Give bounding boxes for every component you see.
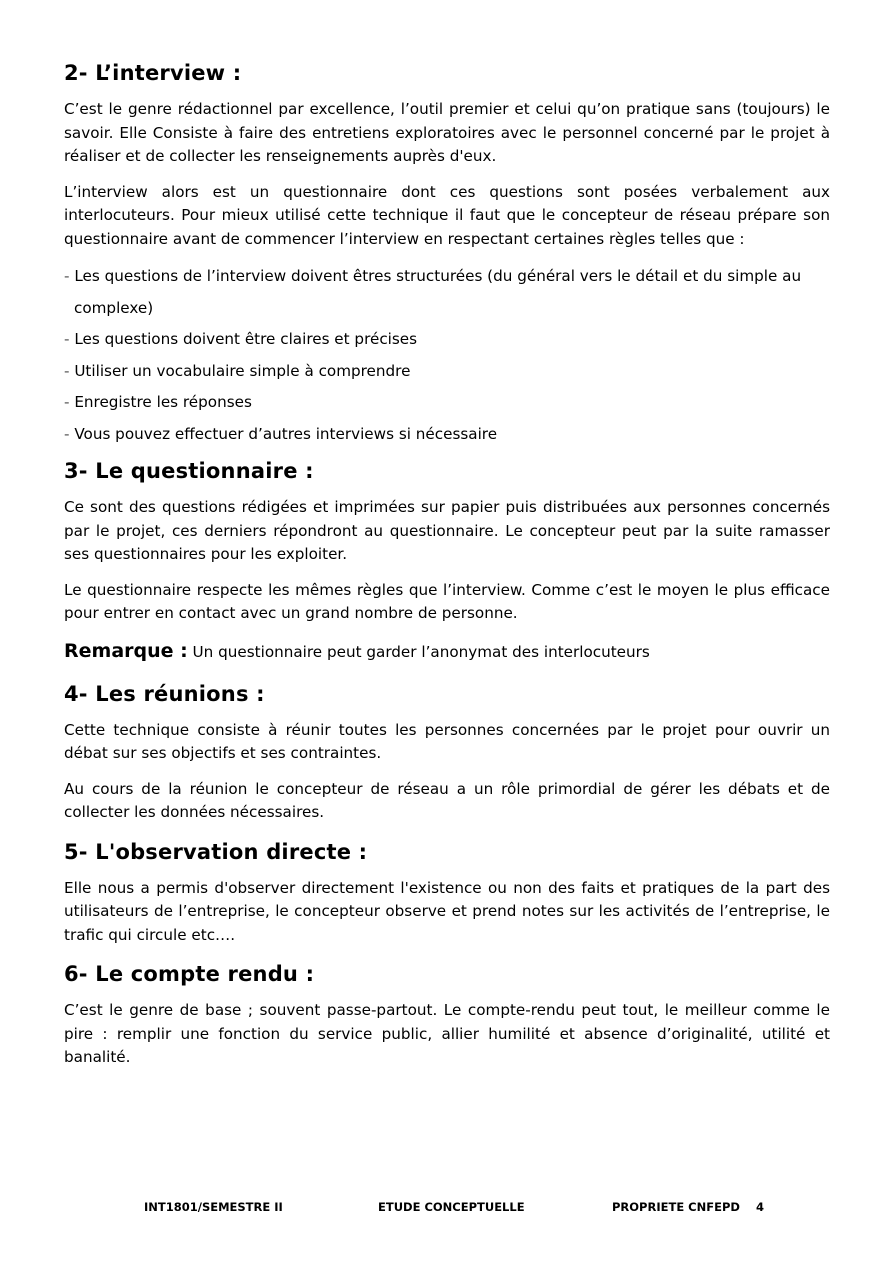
remark-text: Un questionnaire peut garder l’anonymat des interlocuteurs <box>187 642 650 661</box>
paragraph: Elle nous a permis d'observer directement l'existence ou non des faits et pratiques de la part des utilisateurs de l’entreprise, le concepteur observe et prend notes sur les activités de l’entreprise, le trafic qui circule etc…. <box>64 878 830 944</box>
paragraph: C’est le genre rédactionnel par excellence, l’outil premier et celui qu’on pratique sans (toujours) le savoir. Elle Consiste à faire des entretiens exploratoires avec le personnel concerné par le projet à réaliser et de collecter les renseignements auprès d'eux. <box>64 100 830 165</box>
list-item-text: Les questions de l’interview doivent êtres structurées (du général vers le détail et du simple au complexe) <box>74 267 802 317</box>
paragraph: L’interview alors est un questionnaire dont ces questions sont posées verbalement aux interlocuteurs. Pour mieux utilisé cette technique il faut que le concepteur de réseau prépare son questionnaire avant de commencer l’interview en respectant certaines règles telles que : <box>64 182 830 248</box>
paragraph: Le questionnaire respecte les mêmes règles que l’interview. Comme c’est le moyen le plus efficace pour entrer en contact avec un grand nombre de personne. <box>64 580 830 622</box>
list-item: - Les questions de l’interview doivent êtres structurées (du général vers le détail et du simple au complexe) <box>64 267 802 317</box>
paragraph: Au cours de la réunion le concepteur de réseau a un rôle primordial de gérer les débats et de collecter les données nécessaires. <box>64 779 830 821</box>
section-reunions <box>64 679 830 825</box>
section-observation <box>64 837 830 948</box>
section-questionnaire <box>64 456 830 665</box>
footer-property-page: PROPRIETE CNFEPD 4 <box>612 1200 764 1214</box>
section-interview <box>64 58 830 450</box>
footer-course-code: INT1801/SEMESTRE II <box>144 1200 283 1214</box>
paragraph: Cette technique consiste à réunir toutes les personnes concernées par le projet pour ouvrir un débat sur ses objectifs et ses contraintes. <box>64 720 830 762</box>
list-item-text: Vous pouvez effectuer d’autres interviews si nécessaire <box>74 424 498 443</box>
section-compte-rendu <box>64 959 830 1070</box>
page-footer <box>0 1200 893 1220</box>
remark-label: Remarque : <box>64 639 188 662</box>
section-heading: 6- Le compte rendu : <box>64 962 315 986</box>
list-item: - Enregistre les réponses <box>64 393 252 411</box>
paragraph: C’est le genre de base ; souvent passe-partout. Le compte-rendu peut tout, le meilleur comme le pire : remplir une fonction du service public, allier humilité et absence d’originalité, utilité et banalité. <box>64 1001 830 1066</box>
list-item-text: Utiliser un vocabulaire simple à comprendre <box>74 361 411 380</box>
section-heading: 3- Le questionnaire : <box>64 459 314 483</box>
section-heading: 4- Les réunions : <box>64 681 265 706</box>
footer-title: ETUDE CONCEPTUELLE <box>378 1200 525 1214</box>
list-item: - Vous pouvez effectuer d’autres interviews si nécessaire <box>64 424 498 443</box>
remark <box>64 638 830 665</box>
list-item-text: Enregistre les réponses <box>74 393 252 411</box>
paragraph: Ce sont des questions rédigées et imprimées sur papier puis distribuées aux personnes concernés par le projet, ces derniers répondront au questionnaire. Le concepteur peut par la suite ramasser ses questionnaires pour les exploiter. <box>64 498 830 563</box>
list-item: - Les questions doivent être claires et précises <box>64 330 418 348</box>
rules-list <box>64 261 830 450</box>
list-item-text: Les questions doivent être claires et précises <box>74 330 418 348</box>
list-item: - Utiliser un vocabulaire simple à comprendre <box>64 361 411 380</box>
section-heading: 5- L'observation directe : <box>64 839 368 864</box>
document-page <box>64 58 830 1082</box>
section-heading: 2- L’interview : <box>64 61 242 85</box>
